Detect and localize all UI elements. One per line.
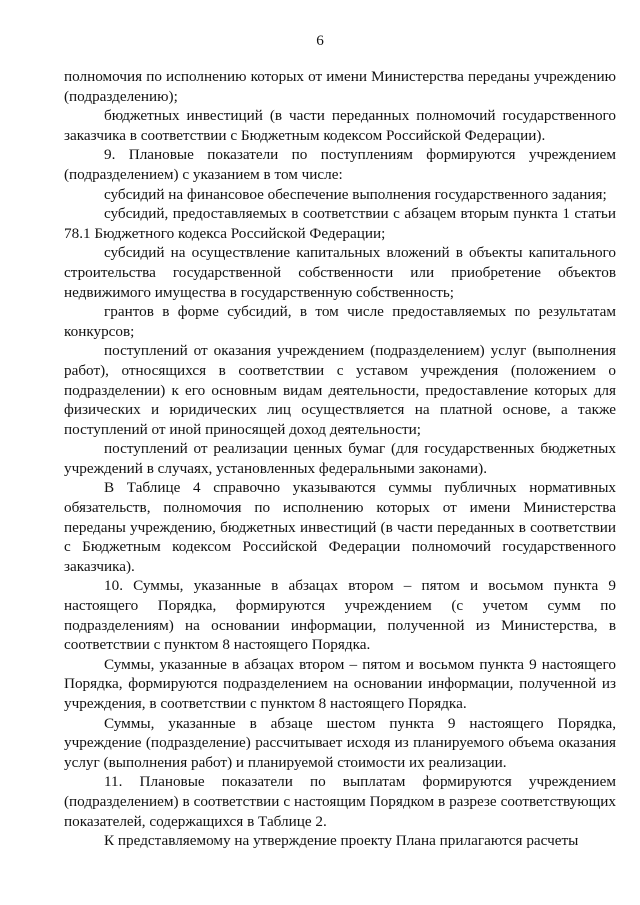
- document-body: [64, 67, 616, 851]
- paragraph-clause-9: 9. Плановые показатели по поступлениям формируются учреждением (подразделением) с указанием в том числе:: [64, 146, 616, 183]
- paragraph-clause-10: 10. Суммы, указанные в абзацах втором – пятом и восьмом пункта 9 настоящего Порядка, формируются учреждением (с учетом сумм по подразделениям) на основании информации, полученной из Министерства, в соответствии с пунктом 8 настоящего Порядка.: [64, 577, 616, 654]
- paragraph-subsidies-capital: субсидий на осуществление капитальных вложений в объекты капитального строительства государственной собственности или приобретение объектов недвижимого имущества в государственную собственность;: [64, 244, 616, 301]
- paragraph-grants: грантов в форме субсидий, в том числе предоставляемых по результатам конкурсов;: [64, 303, 616, 340]
- page-number: 6: [316, 32, 324, 49]
- paragraph-continuation: полномочия по исполнению которых от имени Министерства переданы учреждению (подразделению);: [64, 68, 616, 105]
- paragraph-clause-11: 11. Плановые показатели по выплатам формируются учреждением (подразделением) в соответствии с настоящим Порядком в разрезе соответствующих показателей, содержащихся в Таблице 2.: [64, 773, 616, 830]
- paragraph-subsidies-78-1: субсидий, предоставляемых в соответствии с абзацем вторым пункта 1 статьи 78.1 Бюджетного кодекса Российской Федерации;: [64, 205, 616, 242]
- paragraph-clause-10-subdivision: Суммы, указанные в абзацах втором – пятом и восьмом пункта 9 настоящего Порядка, формируются подразделением на основании информации, полученной из учреждения, в соответствии с пунктом 8 настоящего Порядка.: [64, 655, 616, 712]
- paragraph-services-income: поступлений от оказания учреждением (подразделением) услуг (выполнения работ), относящихся в соответствии с уставом учреждения (положением о подразделении) к его основным видам деятельности, предоставление которых для физических и юридических лиц осуществляется на платной основе, а также поступлений от иной приносящей доход деятельности;: [64, 342, 616, 438]
- paragraph-subsidies-state-task: субсидий на финансовое обеспечение выполнения государственного задания;: [104, 185, 607, 203]
- paragraph-securities-income: поступлений от реализации ценных бумаг (для государственных бюджетных учреждений в случаях, установленных федеральными законами).: [64, 440, 616, 477]
- paragraph-table-4: В Таблице 4 справочно указываются суммы публичных нормативных обязательств, полномочия по исполнению которых от имени Министерства переданы учреждению, бюджетных инвестиций (в части переданных в соответствии с Бюджетным кодексом Российской Федерации полномочий государственного заказчика).: [64, 479, 616, 575]
- paragraph-clause-10-sixth: Суммы, указанные в абзаце шестом пункта 9 настоящего Порядка, учреждение (подразделение) рассчитывает исходя из планируемого объема оказания услуг (выполнения работ) и планируемой стоимости их реализации.: [64, 714, 616, 771]
- paragraph-budget-investments: бюджетных инвестиций (в части переданных полномочий государственного заказчика в соответствии с Бюджетным кодексом Российской Федерации).: [64, 107, 616, 144]
- paragraph-attachments: К представляемому на утверждение проекту Плана прилагаются расчеты: [104, 832, 579, 850]
